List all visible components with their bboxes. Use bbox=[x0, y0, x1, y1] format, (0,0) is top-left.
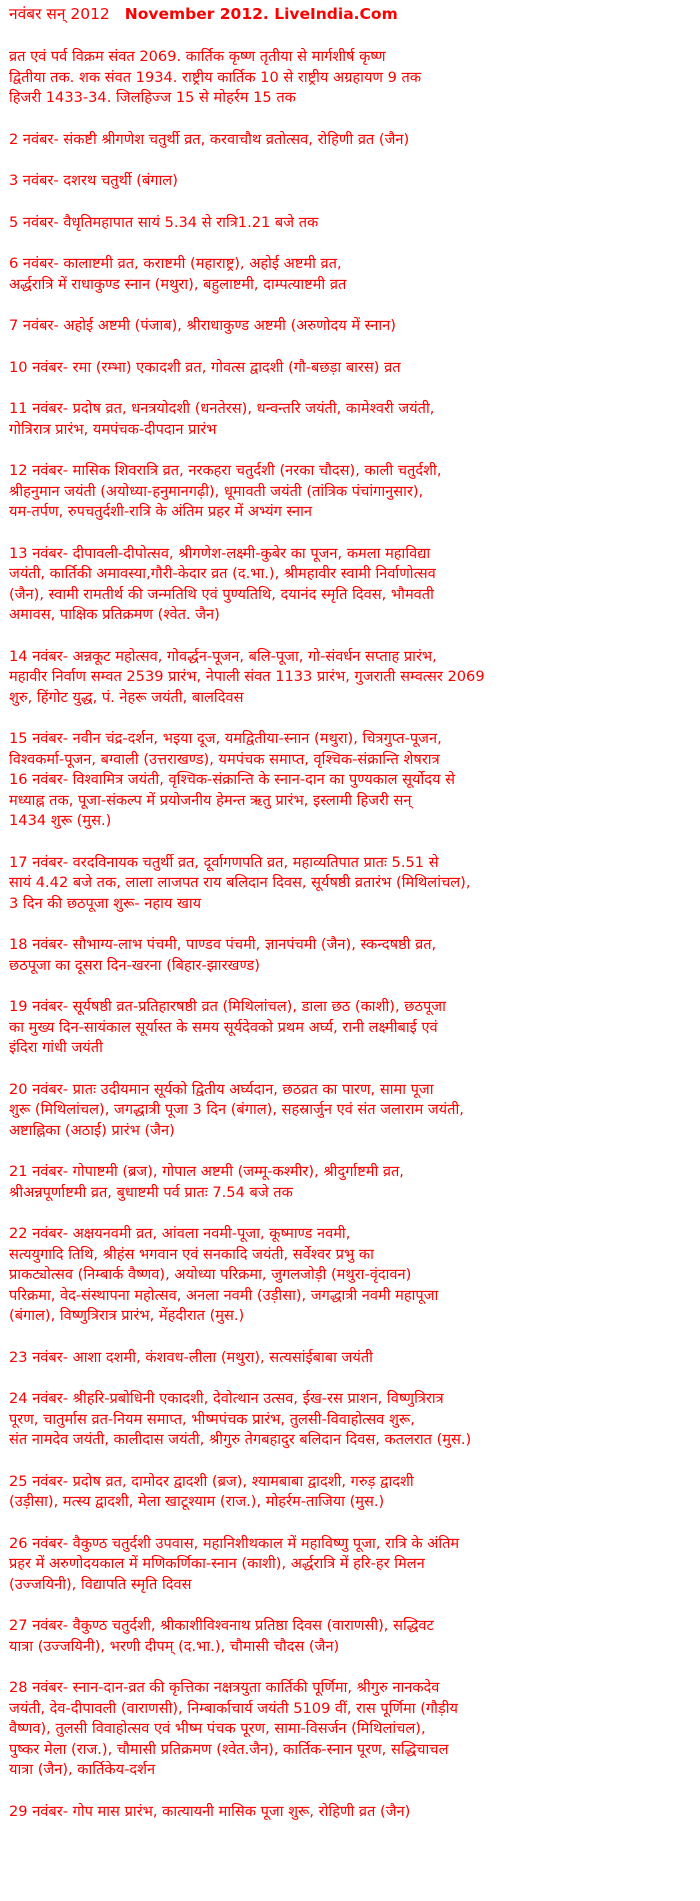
english-title: November 2012. LiveIndia.Com bbox=[124, 5, 398, 23]
entry-nov-5: 5 नवंबर- वैधृतिमहापात सायं 5.34 से रात्रि1.21 बजे तक bbox=[9, 213, 319, 231]
entry-nov-28: 28 नवंबर- स्नान-दान-व्रत की कृत्तिका नक्षत्रयुता कार्तिकी पूर्णिमा, श्रीगुरु नानकदेव जयंती, देव-दीपावली (वाराणसी), निम्बार्काचार्य जयंती 5109 वीं, रास पूर्णिमा (गौड़ीय वैष्णव), तुलसी विवाहोत्सव एवं भीष्म पंचक पूरण, सामा-विसर्जन (मिथिलांचल), पुष्कर मेला (राज.), चौमासी प्रतिक्रमण (श्वेत.जैन), कार्तिक-स्नान पूरण, सद्धिचाचल यात्रा (जैन), कार्तिकेय-दर्शन bbox=[9, 1679, 458, 1778]
entry-nov-10: 10 नवंबर- रमा (रम्भा) एकादशी व्रत, गोवत्स द्वादशी (गौ-बछड़ा बारस) व्रत bbox=[9, 358, 401, 376]
entry-nov-7: 7 नवंबर- अहोई अष्टमी (पंजाब), श्रीराधाकुण्ड अष्टमी (अरुणोदय में स्नान) bbox=[9, 317, 396, 334]
entry-nov-3: 3 नवंबर- दशरथ चतुर्थी (बंगाल) bbox=[9, 172, 178, 189]
entry-nov-27: 27 नवंबर- वैकुण्ठ चतुर्दशी, श्रीकाशीविश्वनाथ प्रतिष्ठा दिवस (वाराणसी), सद्धिवट यात्रा (उज्जयिनी), भरणी दीपम् (द.भा.), चौमासी चौदस (जैन) bbox=[9, 1617, 434, 1655]
intro-paragraph: व्रत एवं पर्व विक्रम संवत 2069. कार्तिक कृष्ण तृतीया से मार्गशीर्ष कृष्ण द्वितीया तक. शक संवत 1934. राष्ट्रीय कार्तिक 10 से राष्ट्रीय अग्रहायण 9 तक हिजरी 1433-34. जिलहिज्ज 15 से मोहर्रम 15 तक bbox=[9, 48, 422, 106]
entry-nov-21: 21 नवंबर- गोपाष्टमी (ब्रज), गोपाल अष्टमी (जम्मू-कश्मीर), श्रीदुर्गाष्टमी व्रत, श्रीअन्नपूर्णाष्टमी व्रत, बुधाष्टमी पर्व प्रातः 7.54 बजे तक bbox=[9, 1163, 404, 1201]
entry-nov-15: 15 नवंबर- नवीन चंद्र-दर्शन, भइया दूज, यमद्वितीया-स्नान (मथुरा), चित्रगुप्त-पूजन, विश्वकर्मा-पूजन, बग्वाली (उत्तराखण्ड), यमपंचक समाप्त, वृश्चिक-संक्रान्ति शेषरात्र bbox=[9, 730, 442, 768]
festival-list bbox=[9, 47, 689, 1843]
entry-nov-22: 22 नवंबर- अक्षयनवमी व्रत, आंवला नवमी-पूजा, कूष्माण्ड नवमी, सत्ययुगादि तिथि, श्रीहंस भगवान एवं सनकादि जयंती, सर्वेश्वर प्रभु का प्राकट्योत्सव (निम्बार्क वैष्णव), अयोध्या परिक्रमा, जुगलजोड़ी (मथुरा-वृंदावन) परिक्रमा, वेद-संस्थापना महोत्सव, अनला नवमी (उड़ीसा), जगद्धात्री नवमी महापूजा (बंगाल), विष्णुत्रिरात्र प्रारंभ, मेंहदीरात (मुस.) bbox=[9, 1225, 439, 1324]
entry-nov-26: 26 नवंबर- वैकुण्ठ चतुर्दशी उपवास, महानिशीथकाल में महाविष्णु पूजा, रात्रि के अंतिम प्रहर में अरुणोदयकाल में मणिकर्णिका-स्नान (काशी), अर्द्धरात्रि में हरि-हर मिलन (उज्जयिनी), विद्यापति स्मृति दिवस bbox=[9, 1534, 460, 1593]
entry-nov-6: 6 नवंबर- कालाष्टमी व्रत, कराष्टमी (महाराष्ट्र), अहोई अष्टमी व्रत, अर्द्धरात्रि में राधाकुण्ड स्नान (मथुरा), बहुलाष्टमी, दाम्पत्याष्टमी व्रत bbox=[9, 255, 347, 293]
entry-nov-24: 24 नवंबर- श्रीहरि-प्रबोधिनी एकादशी, देवोत्थान उत्सव, ईख-रस प्राशन, विष्णुत्रिरात्र पूरण, चातुर्मास व्रत-नियम समाप्त, भीष्मपंचक प्रारंभ, तुलसी-विवाहोत्सव शुरू, संत नामदेव जयंती, कालीदास जयंती, श्रीगुरु तेगबहादुर बलिदान दिवस, कतलरात (मुस.) bbox=[9, 1390, 472, 1448]
entry-nov-18: 18 नवंबर- सौभाग्य-लाभ पंचमी, पाण्डव पंचमी, ज्ञानपंचमी (जैन), स्कन्दषष्ठी व्रत, छठपूजा का दूसरा दिन-खरना (बिहार-झारखण्ड) bbox=[9, 936, 437, 974]
entry-nov-19: 19 नवंबर- सूर्यषष्ठी व्रत-प्रतिहारषष्ठी व्रत (मिथिलांचल), डाला छठ (काशी), छठपूजा का मुख्य दिन-सायंकाल सूर्यास्त के समय सूर्यदेवको प्रथम अर्घ्य, रानी लक्ष्मीबाई एवं इंदिरा गांधी जयंती bbox=[9, 998, 446, 1056]
entry-nov-13: 13 नवंबर- दीपावली-दीपोत्सव, श्रीगणेश-लक्ष्मी-कुबेर का पूजन, कमला महाविद्या जयंती, कार्तिकी अमावस्या,गौरी-केदार व्रत (द.भा.), श्रीमहावीर स्वामी निर्वाणोत्सव (जैन), स्वामी रामतीर्थ की जन्मतिथि एवं पुण्यतिथि, दयानंद स्मृति दिवस, भौमवती अमावस, पाक्षिक प्रतिक्रमण (श्वेत. जैन) bbox=[9, 544, 436, 623]
entry-nov-20: 20 नवंबर- प्रातः उदीयमान सूर्यको द्वितीय अर्घ्यदान, छठव्रत का पारण, सामा पूजा शुरू (मिथिलांचल), जगद्धात्री पूजा 3 दिन (बंगाल), सहस्रार्जुन एवं संत जलाराम जयंती, अष्टाह्निका (अठाई) प्रारंभ (जैन) bbox=[9, 1080, 464, 1139]
hindi-title: नवंबर सन् 2012 bbox=[9, 5, 110, 23]
entry-nov-2: 2 नवंबर- संकष्टी श्रीगणेश चतुर्थी व्रत, करवाचौथ व्रतोत्सव, रोहिणी व्रत (जैन) bbox=[9, 130, 410, 148]
page-header bbox=[9, 4, 689, 24]
entry-nov-17: 17 नवंबर- वरदविनायक चतुर्थी व्रत, दूर्वागणपति व्रत, महाव्यतिपात प्रातः 5.51 से सायं 4.42 बजे तक, लाला लाजपत राय बलिदान दिवस, सूर्यषष्ठी व्रतारंभ (मिथिलांचल), 3 दिन की छठपूजा शुरू- नहाय खाय bbox=[9, 853, 471, 912]
entry-nov-14: 14 नवंबर- अन्नकूट महोत्सव, गोवर्द्धन-पूजन, बलि-पूजा, गो-संवर्धन सप्ताह प्रारंभ, महावीर निर्वाण सम्वत 2539 प्रारंभ, नेपाली संवत 1133 प्रारंभ, गुजराती सम्वत्सर 2069 शुरु, हिंगोट युद्ध, पं. नेहरू जयंती, बालदिवस bbox=[9, 647, 485, 706]
entry-nov-23: 23 नवंबर- आशा दशमी, कंशवध-लीला (मथुरा), सत्यसांईबाबा जयंती bbox=[9, 1348, 373, 1366]
entry-nov-29: 29 नवंबर- गोप मास प्रारंभ, कात्यायनी मासिक पूजा शुरू, रोहिणी व्रत (जैन) bbox=[9, 1802, 411, 1820]
entry-nov-11: 11 नवंबर- प्रदोष व्रत, धनत्रयोदशी (धनतेरस), धन्वन्तरि जयंती, कामेश्वरी जयंती, गोत्रिरात्र प्रारंभ, यमपंचक-दीपदान प्रारंभ bbox=[9, 400, 435, 438]
entry-nov-16: 16 नवंबर- विश्वामित्र जयंती, वृश्चिक-संक्रान्ति के स्नान-दान का पुण्यकाल सूर्योदय से मध्याह्न तक, पूजा-संकल्प में प्रयोजनीय हेमन्त ऋतु प्रारंभ, इस्लामी हिजरी सन् 1434 शुरू (मुस.) bbox=[9, 771, 456, 829]
entry-nov-25: 25 नवंबर- प्रदोष व्रत, दामोदर द्वादशी (ब्रज), श्यामबाबा द्वादशी, गरुड़ द्वादशी (उड़ीसा), मत्स्य द्वादशी, मेला खाटूश्याम (राज.), मोहर्रम-ताजिया (मुस.) bbox=[9, 1472, 414, 1510]
entry-nov-12: 12 नवंबर- मासिक शिवरात्रि व्रत, नरकहरा चतुर्दशी (नरका चौदस), काली चतुर्दशी, श्रीहनुमान जयंती (अयोध्या-हनुमानगढ़ी), धूमावती जयंती (तांत्रिक पंचांगानुसार), यम-तर्पण, रुपचतुर्दशी-रात्रि के अंतिम प्रहर में अभ्यंग स्नान bbox=[9, 462, 442, 520]
